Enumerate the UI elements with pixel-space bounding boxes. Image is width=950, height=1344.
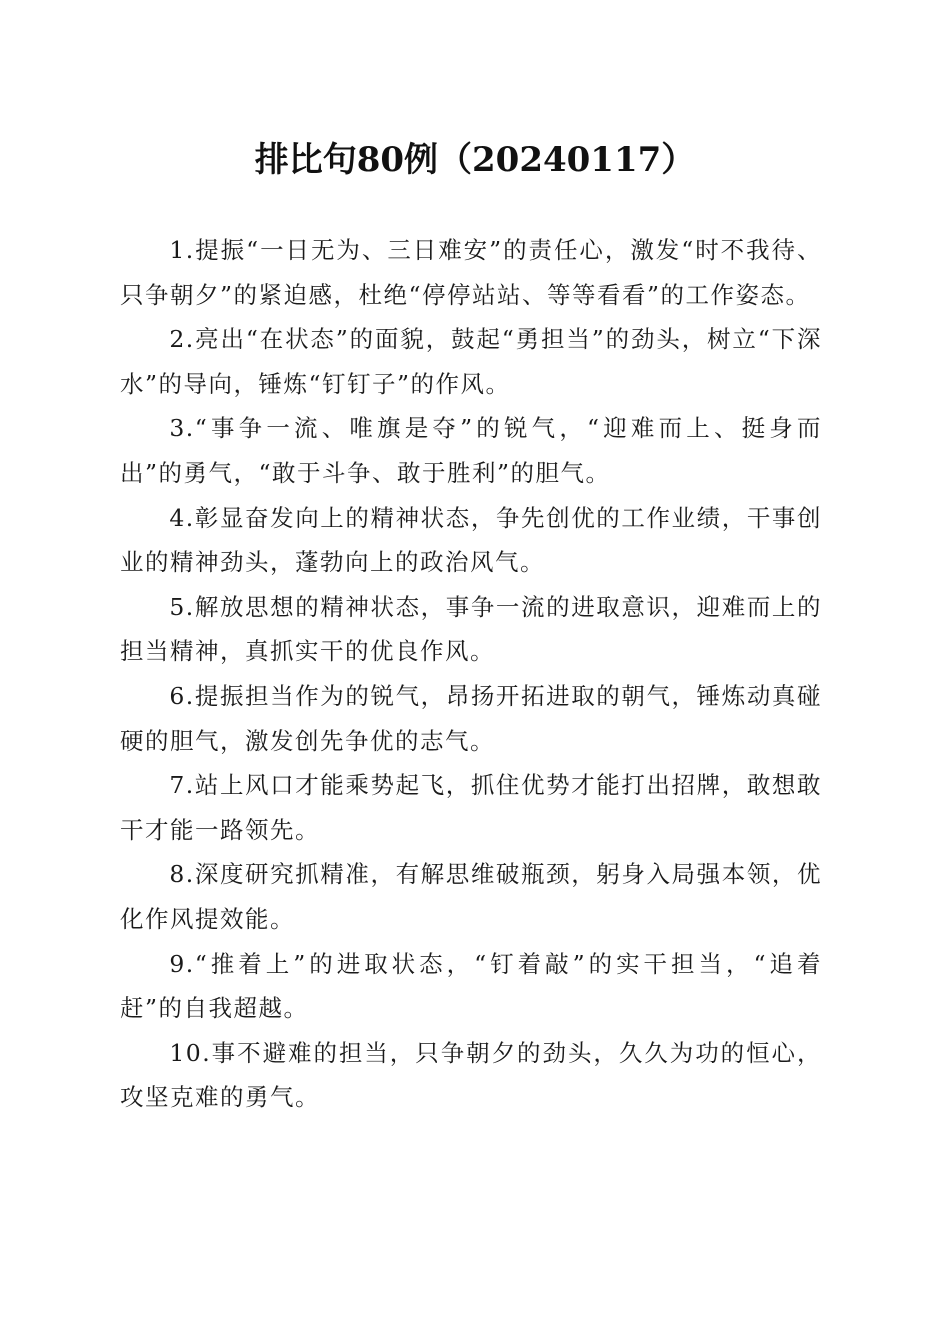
list-item: 8.深度研究抓精准，有解思维破瓶颈，躬身入局强本领，优化作风提效能。: [120, 860, 822, 933]
list-item: 7.站上风口才能乘势起飞，抓住优势才能打出招牌，敢想敢干才能一路领先。: [120, 771, 822, 844]
list-item: 9.“推着上”的进取状态，“钉着敲”的实干担当，“追着赶”的自我超越。: [120, 949, 822, 1023]
list-item: 6.提振担当作为的锐气，昂扬开拓进取的朝气，锤炼动真碰硬的胆气，激发创先争优的志气。: [120, 681, 822, 755]
list-item: 1.提振“一日无为、三日难安”的责任心，激发“时不我待、只争朝夕”的紧迫感，杜绝“停停站站、等等看看”的工作姿态。: [120, 236, 822, 309]
document-body: [120, 228, 822, 1120]
list-item: 2.亮出“在状态”的面貌，鼓起“勇担当”的劲头，树立“下深水”的导向，锤炼“钉钉子”的作风。: [120, 325, 822, 398]
document-title: 排比句80例（20240117）: [254, 140, 696, 180]
list-item: 4.彰显奋发向上的精神状态，争先创优的工作业绩，干事创业的精神劲头，蓬勃向上的政治风气。: [120, 503, 822, 577]
list-item: 5.解放思想的精神状态，事争一流的进取意识，迎难而上的担当精神，真抓实干的优良作风。: [120, 592, 822, 666]
list-item: 3.“事争一流、唯旗是夺”的锐气，“迎难而上、挺身而出”的勇气，“敢于斗争、敢于胜利”的胆气。: [120, 414, 822, 487]
list-item: 10.事不避难的担当，只争朝夕的劲头，久久为功的恒心，攻坚克难的勇气。: [120, 1038, 822, 1112]
